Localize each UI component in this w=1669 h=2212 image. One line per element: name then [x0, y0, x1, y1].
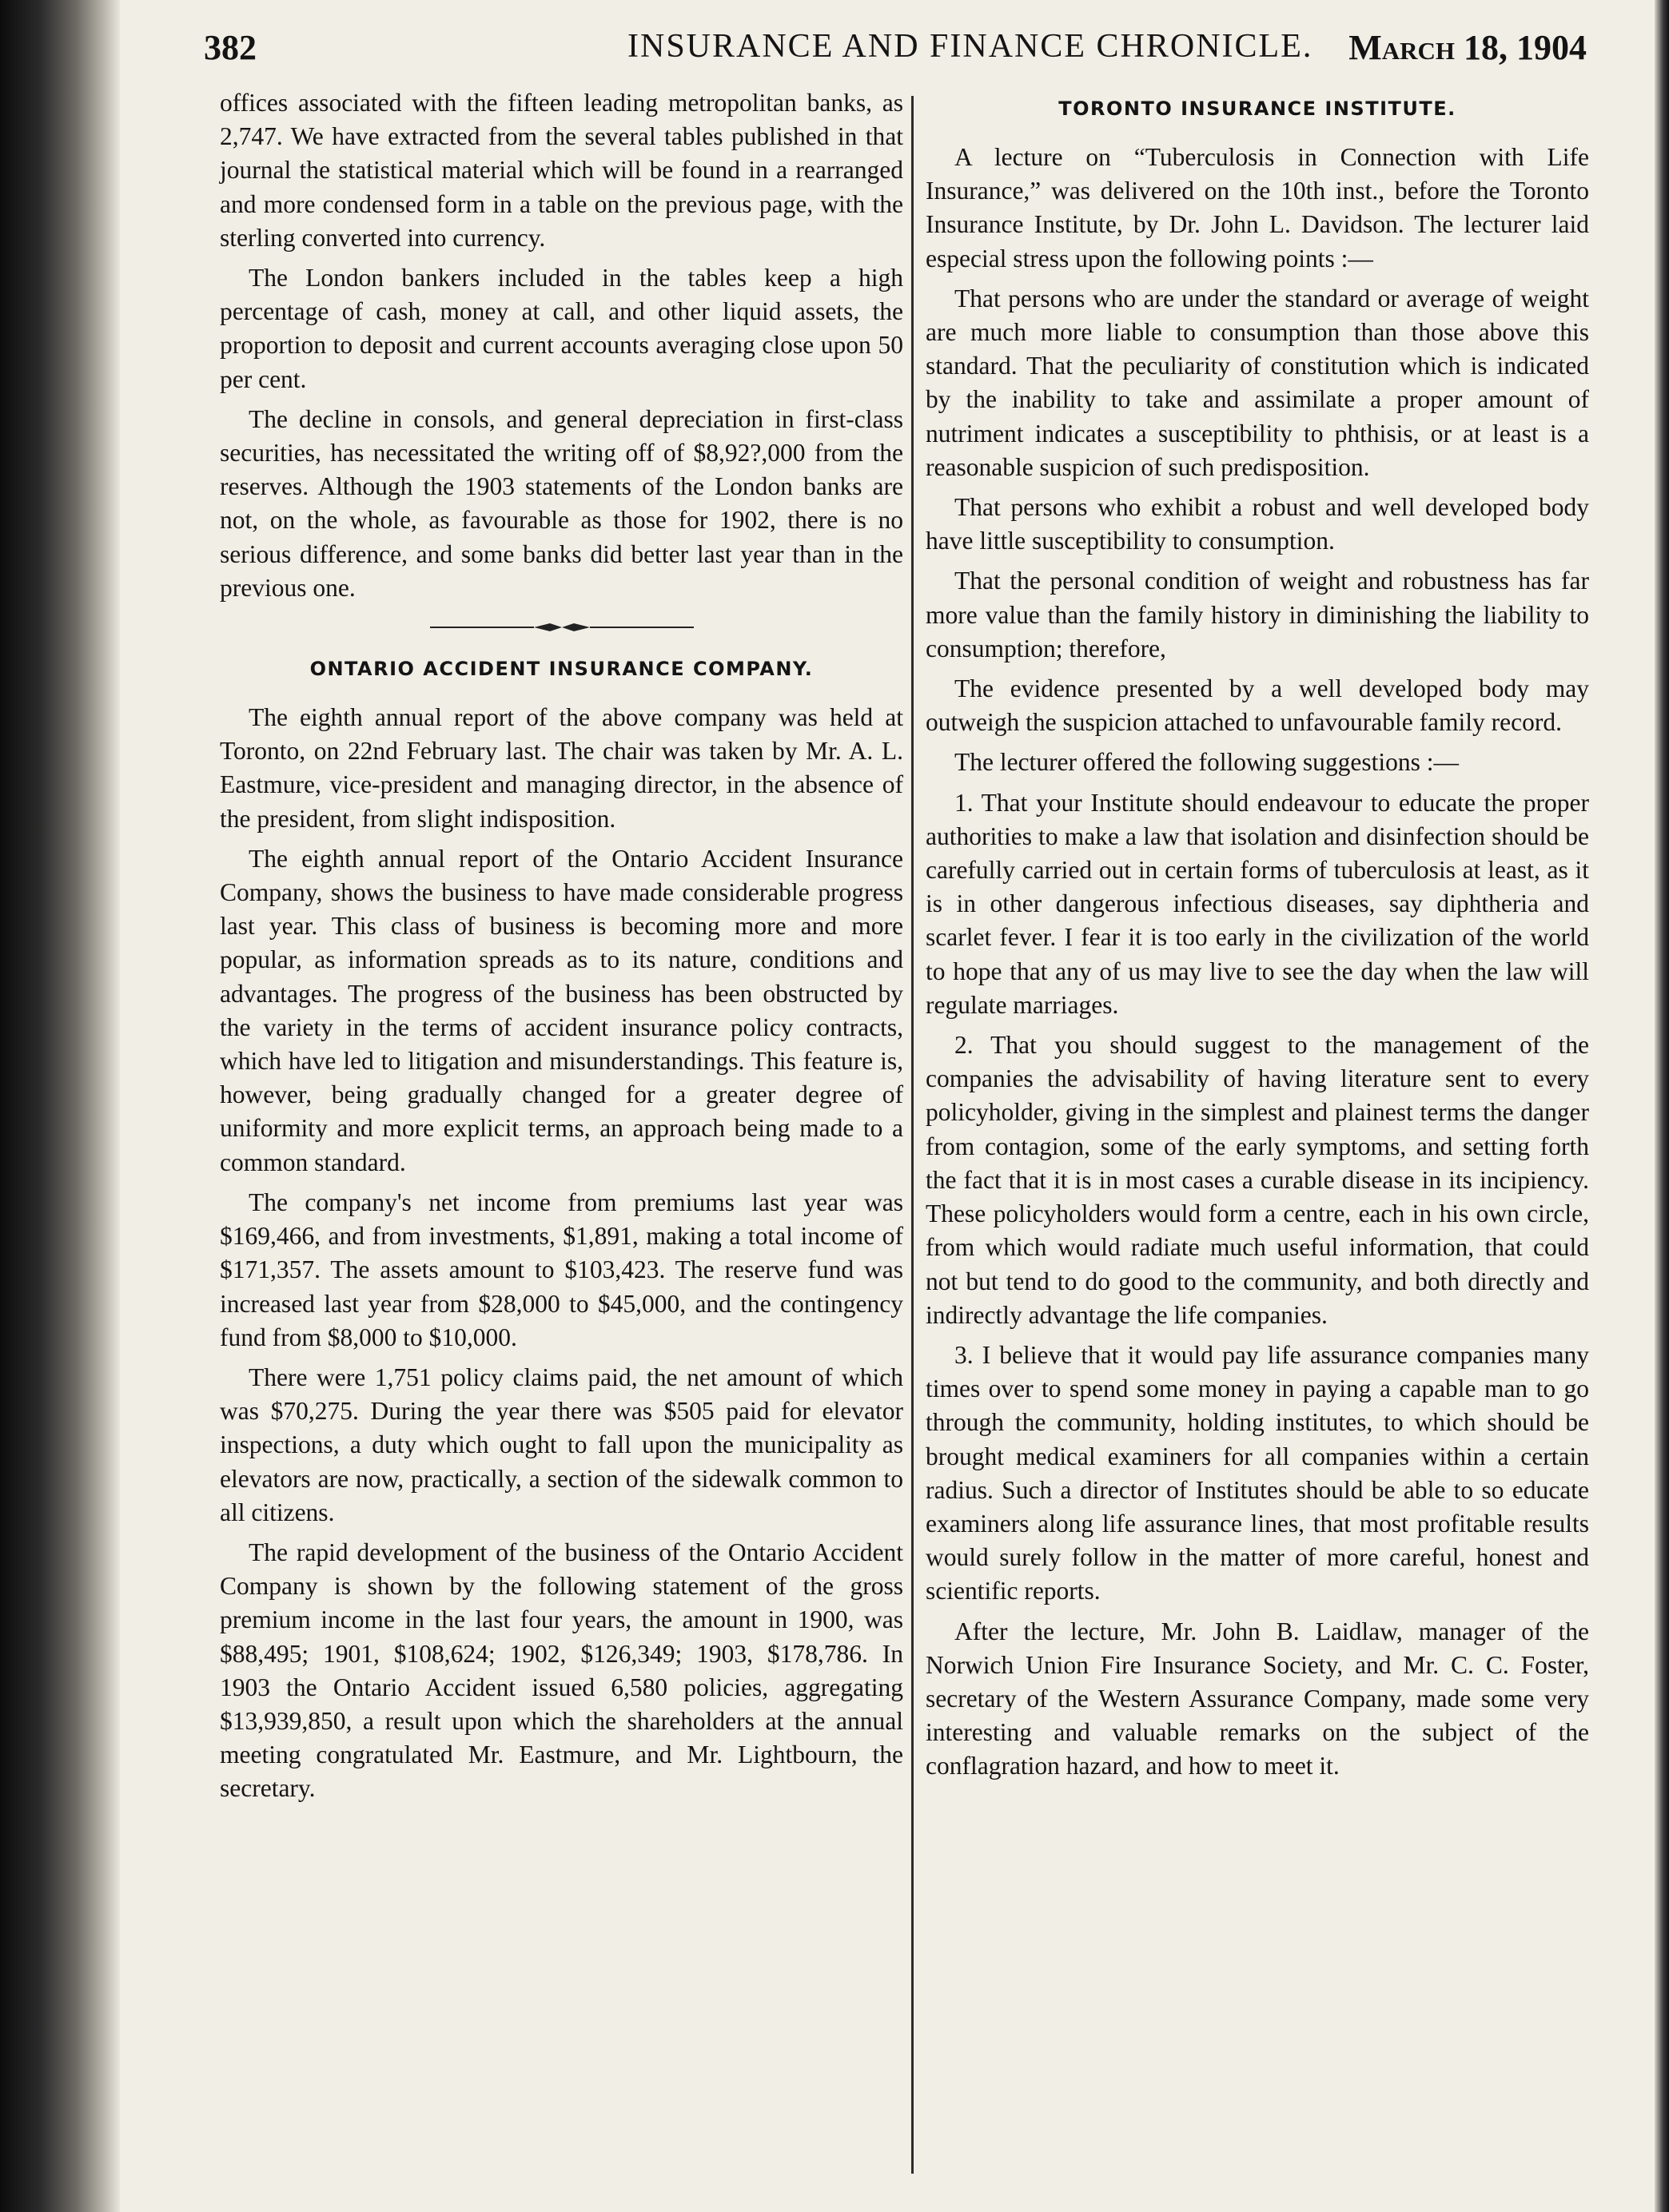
- paragraph: The lecturer offered the following suggestions :—: [954, 748, 1459, 777]
- paragraph: After the lecture, Mr. John B. Laidlaw, manager of the Norwich Union Fire Insurance Society, and Mr. C. C. Foster, secretary of the Western Assurance Company, made some very interesting and valuable remarks on the subject of the conflagration hazard, and how to meet it.: [926, 1617, 1589, 1780]
- right-column: [926, 86, 1589, 1790]
- paragraph: That persons who are under the standard or average of weight are much more liable to consumption than those above this standard. That the peculiarity of constitution which is indicated by the inability to take and assimilate a proper amount of nutriment indicates a susceptibility to phthisis, or at least is a reasonable suspicion of such predisposition.: [926, 284, 1589, 481]
- paragraph: The evidence presented by a well developed body may outweigh the suspicion attached to unfavourable family record.: [926, 674, 1589, 737]
- paragraph: 2. That you should suggest to the management of the companies the advisability of having literature sent to every policyholder, giving in the simplest and plainest terms the danger from contagion, some of the early symptoms, and setting forth the fact that it is in most cases a curable disease in its incipiency. These policyholders would form a centre, each in his own circle, from which would radiate much useful information, that could not but tend to do good to the community, and both directly and indirectly advantage the life companies.: [926, 1031, 1589, 1329]
- article-title-toronto-institute: TORONTO INSURANCE INSTITUTE.: [1058, 97, 1456, 120]
- paragraph: 1. That your Institute should endeavour to educate the proper authorities to make a law that isolation and disinfection should be carefully carried out in certain forms of tuberculosis at least, as it is in other dangerous infectious diseases, say diphtheria and scarlet fever. I fear it is too early in the civilization of the world to hope that any of us may live to see the day when the law will regulate marriages.: [926, 788, 1589, 1019]
- paragraph: The eighth annual report of the above company was held at Toronto, on 22nd February last. The chair was taken by Mr. A. L. Eastmure, vice-president and managing director, in the absence of the president, from slight indisposition.: [220, 703, 903, 833]
- paragraph: The decline in consols, and general depreciation in first-class securities, has necessitated the writing off of $8,92?,000 from the reserves. Although the 1903 statements of the London banks are not, on the whole, as favourable as those for 1902, there is no serious difference, and some banks did better last year than in the previous one.: [220, 404, 903, 602]
- paragraph: A lecture on “Tuberculosis in Connection with Life Insurance,” was delivered on the 10th inst., before the Toronto Insurance Institute, by Dr. John L. Davidson. The lecturer laid especial stress upon the following points :—: [926, 143, 1589, 273]
- paragraph: That the personal condition of weight and robustness has far more value than the family history in diminishing the liability to consumption; therefore,: [926, 567, 1589, 662]
- page-number: 382: [204, 28, 257, 67]
- page-header: [204, 27, 1587, 83]
- column-divider: [911, 96, 914, 2174]
- article-title-ontario-accident: ONTARIO ACCIDENT INSURANCE COMPANY.: [309, 658, 814, 681]
- paragraph: The rapid development of the business of the Ontario Accident Company is shown by the following statement of the gross premium income in the last four years, the amount in 1900, was $88,495; 1901, $108,624; 1902, $126,349; 1903, $178,786. In 1903 the Ontario Accident issued 6,580 policies, aggregating $13,939,850, a result upon which the shareholders at the annual meeting congratulated Mr. Eastmure, and Mr. Lightbourn, the secretary.: [220, 1538, 903, 1803]
- paragraph: The eighth annual report of the Ontario Accident Insurance Company, shows the business to have made considerable progress last year. This class of business is becoming more and more popular, as information spreads as to its nature, conditions and advantages. The progress of the business has been obstructed by the variety in the terms of accident insurance policy contracts, which have led to litigation and misunderstandings. This feature is, however, being gradually changed for a greater degree of uniformity and more explicit terms, an approach being made to a common standard.: [220, 844, 903, 1176]
- page-edge-shadow: [1655, 0, 1669, 2212]
- paragraph: The company's net income from premiums last year was $169,466, and from investments, $1,891, making a total income of $171,357. The assets amount to $103,423. The reserve fund was increased last year from $28,000 to $45,000, and the contingency fund from $8,000 to $10,000.: [220, 1188, 903, 1351]
- paragraph: offices associated with the fifteen leading metropolitan banks, as 2,747. We have extracted from the several tables published in that journal the statistical material which will be found in a rearranged and more condensed form in a table on the previous page, with the sterling converted into currency.: [220, 89, 903, 252]
- publication-title: INSURANCE AND FINANCE CHRONICLE.: [627, 28, 1313, 65]
- paragraph: 3. I believe that it would pay life assurance companies many times over to spend some money in paying a capable man to go through the community, holding institutes, to which should be brought medical examiners for all companies within a certain radius. Such a director of Institutes should be able to so educate examiners along life assurance lines, that most profitable results would surely follow in the matter of more careful, honest and scientific reports.: [926, 1340, 1589, 1605]
- left-column: [220, 86, 903, 1812]
- paragraph: That persons who exhibit a robust and well developed body have little susceptibility to consumption.: [926, 493, 1589, 555]
- paragraph: There were 1,751 policy claims paid, the net amount of which was $70,275. During the year there was $505 paid for elevator inspections, a duty which ought to fall upon the municipality as elevators are now, practically, a section of the sidewalk common to all citizens.: [220, 1363, 903, 1526]
- book-binding-shadow: [0, 0, 120, 2212]
- section-ornament: [430, 623, 694, 632]
- paragraph: The London bankers included in the tables keep a high percentage of cash, money at call, and other liquid assets, the proportion to deposit and current accounts averaging close upon 50 per cent.: [220, 264, 903, 393]
- issue-date: March 18, 1904: [1348, 28, 1587, 67]
